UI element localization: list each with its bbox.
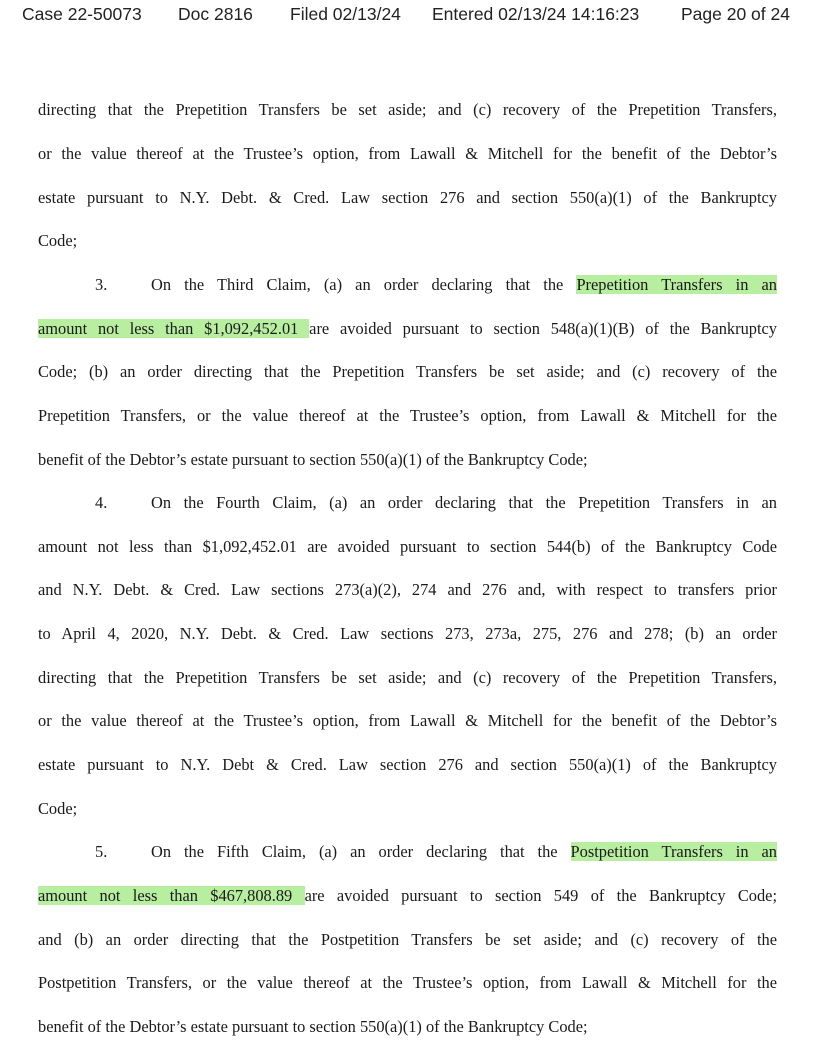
- filed-date: Filed 02/13/24: [290, 4, 401, 24]
- highlighted-text: Prepetition Transfers in an: [576, 275, 777, 294]
- body-line: benefit of the Debtor’s estate pursuant to section 550(a)(1) of the Bankruptcy Code;: [38, 1017, 588, 1036]
- body-line: and N.Y. Debt. & Cred. Law sections 273(a)(2), 274 and 276 and, with respect to transfers prior: [38, 580, 777, 599]
- body-line: and (b) an order directing that the Postpetition Transfers be set aside; and (c) recovery of the: [38, 930, 777, 949]
- item-number: 5.: [95, 842, 108, 861]
- body-line: directing that the Prepetition Transfers be set aside; and (c) recovery of the Prepetition Transfers,: [38, 100, 777, 119]
- highlighted-text: Postpetition Transfers in an: [570, 842, 777, 861]
- body-line: Code; (b) an order directing that the Prepetition Transfers be set aside; and (c) recovery of the: [38, 362, 777, 381]
- body-line: estate pursuant to N.Y. Debt. & Cred. Law section 276 and section 550(a)(1) of the Bankruptcy: [38, 188, 777, 207]
- body-text: On the Third Claim, (a) an order declaring that the: [151, 275, 577, 294]
- entered-date: Entered 02/13/24 14:16:23: [432, 4, 640, 24]
- page-header: [22, 4, 797, 26]
- body-line: Postpetition Transfers, or the value thereof at the Trustee’s option, from Lawall & Mitchell for the: [38, 973, 777, 992]
- case-number: Case 22-50073: [22, 4, 142, 24]
- body-line: [151, 839, 777, 865]
- item-number: 4.: [95, 493, 108, 512]
- page-number: Page 20 of 24: [681, 4, 790, 24]
- body-line: On the Fourth Claim, (a) an order declaring that the Prepetition Transfers in an: [151, 493, 777, 512]
- body-line: [151, 272, 777, 298]
- body-text: On the Fifth Claim, (a) an order declaring that the: [151, 842, 571, 861]
- body-line: directing that the Prepetition Transfers be set aside; and (c) recovery of the Prepetition Transfers,: [38, 668, 777, 687]
- body-line: to April 4, 2020, N.Y. Debt. & Cred. Law sections 273, 273a, 275, 276 and 278; (b) an order: [38, 624, 777, 643]
- body-line: Code;: [38, 799, 78, 818]
- body-line: [38, 316, 777, 342]
- highlighted-text: amount not less than $467,808.89: [38, 886, 305, 905]
- body-line: or the value thereof at the Trustee’s option, from Lawall & Mitchell for the benefit of the Debtor’s: [38, 144, 777, 163]
- body-text: are avoided pursuant to section 549 of the Bankruptcy Code;: [304, 886, 778, 905]
- item-number: 3.: [95, 275, 108, 294]
- body-line: Code;: [38, 231, 78, 250]
- body-line: Prepetition Transfers, or the value thereof at the Trustee’s option, from Lawall & Mitchell for the: [38, 406, 777, 425]
- body-line: or the value thereof at the Trustee’s option, from Lawall & Mitchell for the benefit of the Debtor’s: [38, 711, 777, 730]
- body-line: benefit of the Debtor’s estate pursuant to section 550(a)(1) of the Bankruptcy Code;: [38, 450, 588, 469]
- body-text: are avoided pursuant to section 548(a)(1)(B) of the Bankruptcy: [309, 319, 777, 338]
- body-line: estate pursuant to N.Y. Debt & Cred. Law section 276 and section 550(a)(1) of the Bankruptcy: [38, 755, 777, 774]
- doc-number: Doc 2816: [178, 4, 253, 24]
- highlighted-text: amount not less than $1,092,452.01: [38, 319, 310, 338]
- body-line: [38, 883, 777, 909]
- body-line: amount not less than $1,092,452.01 are avoided pursuant to section 544(b) of the Bankruptcy Code: [38, 537, 777, 556]
